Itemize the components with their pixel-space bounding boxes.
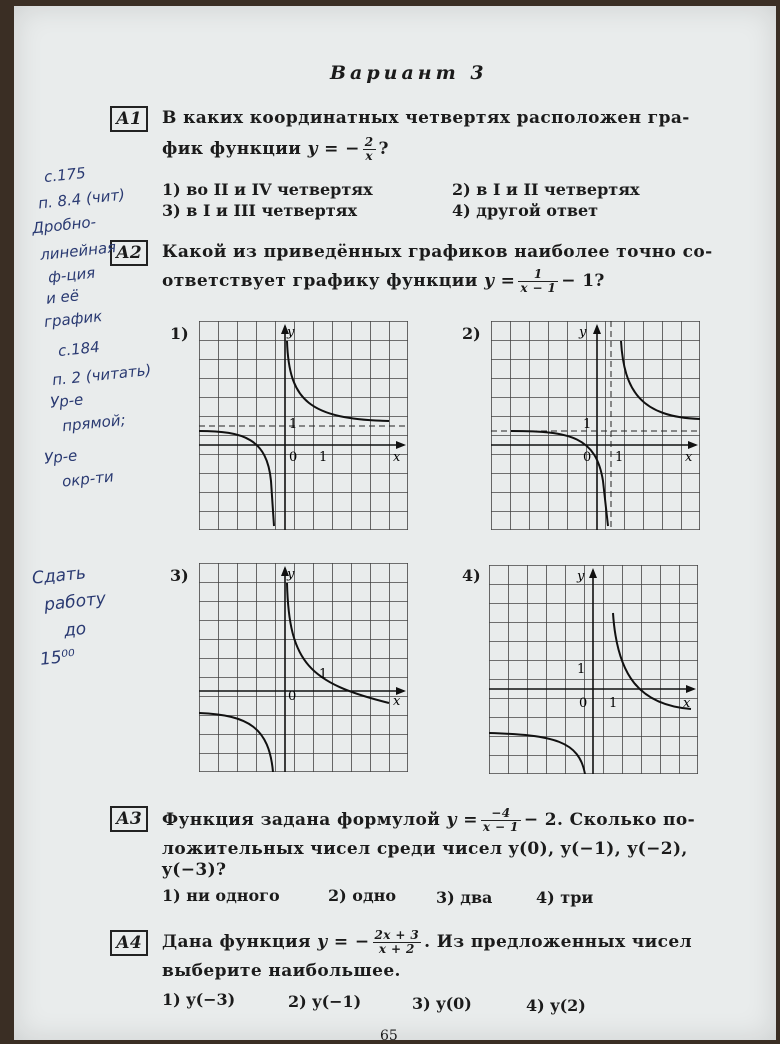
handwritten-note-12: Ур-е (43, 446, 79, 468)
handwritten-note-16: до (63, 618, 88, 642)
question-a1-line2: фик функции y = − $\frac{2}{x}$ ? (162, 135, 389, 163)
variant-title: Вариант 3 (330, 62, 488, 84)
question-a3-line3: y(−3)? (162, 860, 227, 880)
graph-3-x-one-label: 1 (319, 667, 328, 682)
question-a1-label: А1 (110, 106, 148, 132)
question-a2-line2: ответствует графику функции y = $\frac{1}{x - 1}$ − 1? (162, 267, 605, 295)
question-a4-label: А4 (110, 930, 148, 956)
a4-option-2: 2) y(−1) (288, 992, 362, 1011)
a3-option-4: 4) три (536, 888, 594, 907)
graph-3 (199, 563, 408, 772)
handwritten-note-14: Сдать (31, 563, 87, 589)
page-number: 65 (380, 1028, 398, 1044)
handwritten-note-10: Ур-е (49, 390, 85, 412)
a4-option-1: 1) y(−3) (162, 990, 236, 1009)
question-a4-line2: выберите наибольшее. (162, 961, 401, 981)
graph-4-x-one-label: 1 (609, 696, 618, 711)
handwritten-note-8: с.184 (57, 337, 101, 361)
handwritten-note-7: график (43, 307, 104, 331)
question-a2-line1: Какой из приведённых графиков наиболее точно со- (162, 242, 713, 262)
graph-1-x-label: x (393, 450, 401, 465)
handwritten-note-9: п. 2 (читать) (51, 360, 153, 390)
a3-option-3: 3) два (436, 888, 493, 907)
question-a4-line1: Дана функция y = − $\frac{2x + 3}{x + 2}$ . Из предложенных чисел (162, 928, 693, 956)
question-a3-line1: Функция задана формулой y = $\frac{-4}{x - 1}$ − 2. Сколько по- (162, 806, 696, 834)
graph-4-x-label: x (683, 696, 691, 711)
graph-1-x-one-label: 1 (319, 450, 328, 465)
graph-1-origin-label: 0 (289, 450, 298, 465)
graph-1-y-one-label: 1 (289, 417, 298, 432)
handwritten-note-13: окр-ти (61, 467, 115, 491)
graph-4 (489, 565, 698, 774)
a4-option-4: 4) y(2) (526, 996, 586, 1015)
handwritten-note-11: прямой; (61, 410, 127, 436)
graph-2-x-one-label: 1 (615, 450, 624, 465)
handwritten-note-4: линейная (39, 238, 117, 264)
graph-1-label: 1) (170, 324, 189, 343)
a3-option-2: 2) одно (328, 886, 396, 905)
handwritten-note-17: 15⁰⁰ (39, 646, 77, 670)
question-a2-label: А2 (110, 240, 148, 266)
handwritten-note-3: Дробно- (31, 212, 97, 238)
a1-option-2: 2) в I и II четвертях (452, 180, 640, 199)
graph-2-y-one-label: 1 (583, 417, 592, 432)
graph-3-x-label: x (393, 694, 401, 709)
question-a1-line1: В каких координатных четвертях расположен гра- (162, 108, 690, 128)
a1-option-4: 4) другой ответ (452, 201, 599, 220)
handwritten-note-1: с.175 (43, 163, 87, 187)
question-a3-label: А3 (110, 806, 148, 832)
a1-option-1: 1) во II и IV четвертях (162, 180, 373, 199)
graph-2-origin-label: 0 (583, 450, 592, 465)
handwritten-note-5: ф-ция (47, 263, 97, 287)
graph-4-y-label: y (577, 569, 585, 584)
graph-3-origin-label: 0 (288, 689, 297, 704)
graph-2-y-label: y (579, 325, 587, 340)
handwritten-note-15: работу (43, 588, 107, 616)
a3-option-1: 1) ни одного (162, 886, 280, 905)
graph-2-x-label: x (685, 450, 693, 465)
graph-4-origin-label: 0 (579, 696, 588, 711)
handwritten-note-2: п. 8.4 (чит) (37, 185, 126, 213)
graph-3-label: 3) (170, 566, 189, 585)
graph-4-label: 4) (462, 566, 481, 585)
handwritten-note-6: и её (45, 286, 80, 308)
graph-1-y-label: y (287, 325, 295, 340)
graph-4-y-one-label: 1 (577, 662, 586, 677)
graph-2-label: 2) (462, 324, 481, 343)
graph-3-y-label: y (287, 567, 295, 582)
graph-1 (199, 321, 408, 530)
a1-option-3: 3) в I и III четвертях (162, 201, 358, 220)
a4-option-3: 3) y(0) (412, 994, 472, 1013)
question-a3-line2: ложительных чисел среди чисел y(0), y(−1), y(−2), (162, 839, 688, 859)
graph-2 (491, 321, 700, 530)
